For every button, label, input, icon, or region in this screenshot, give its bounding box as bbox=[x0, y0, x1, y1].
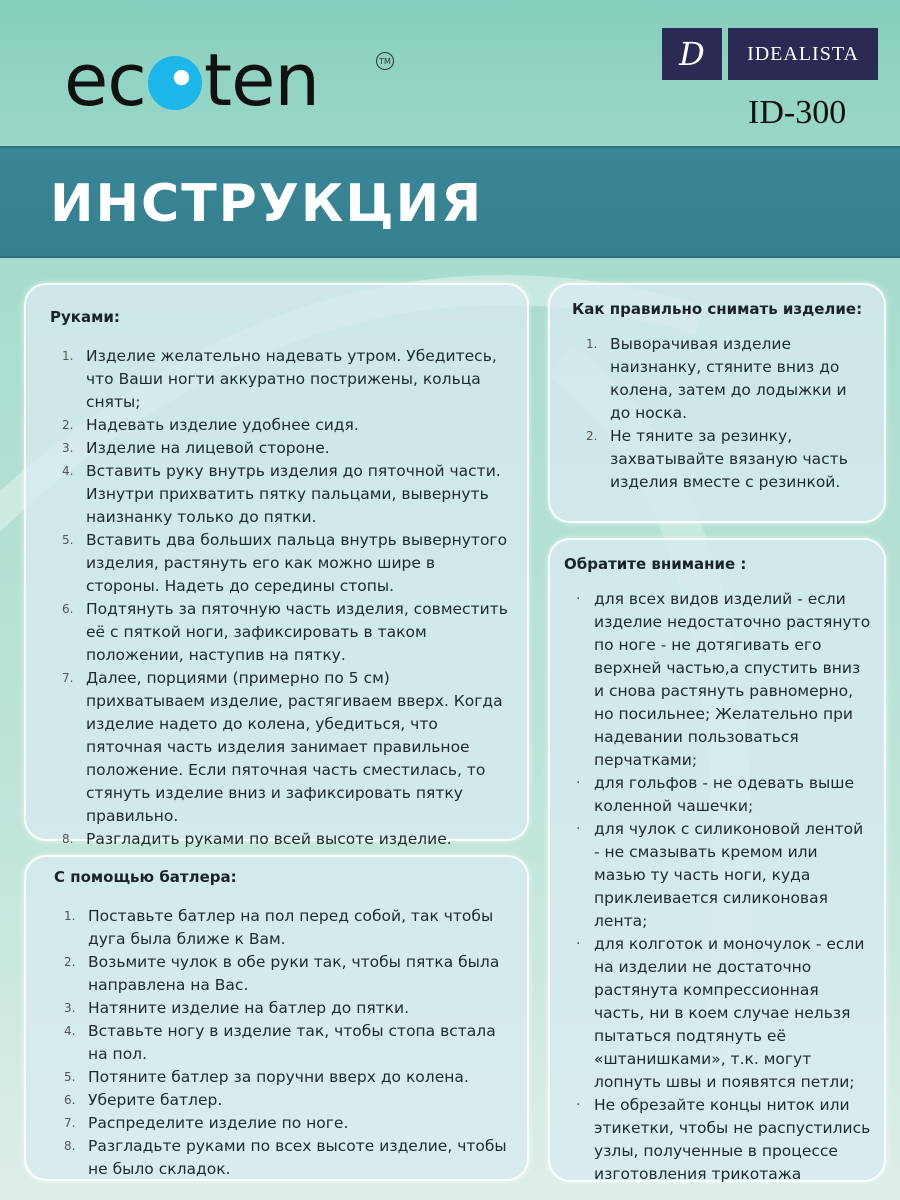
list-item: 1. Выворачивая изделие наизнанку, стяните вниз до колена, затем до лодыжки и до носка. bbox=[586, 335, 847, 422]
list-item: · для колготок и моночулок - если на изделии не достаточно растянута компрессионная часть, ни в коем случае нельзя пытаться подтянуть её «штанишками», т.к. могут лопнуть швы и появятся петли; bbox=[576, 935, 865, 1091]
list-item: · для гольфов - не одевать выше коленной чашечки; bbox=[576, 774, 855, 815]
list-item: 2. Возьмите чулок в обе руки так, чтобы пятка была направлена на Вас. bbox=[64, 953, 500, 994]
removal-instructions-card bbox=[548, 283, 886, 523]
list-item: 1. Поставьте батлер на пол перед собой, так чтобы дуга была ближе к Вам. bbox=[64, 907, 494, 948]
butler-instructions-card bbox=[24, 855, 529, 1181]
remove-list bbox=[572, 333, 870, 494]
list-item: 6. Подтянуть за пяточную часть изделия, совместить её с пяткой ноги, зафиксировать в таком положении, наступив на пятку. bbox=[62, 600, 508, 664]
attention-card bbox=[548, 538, 886, 1182]
ecoten-logo: ec ten bbox=[64, 38, 320, 122]
list-item: 4. Вставить руку внутрь изделия до пяточной части. Изнутри прихватить пятку пальцами, вывернуть наизнанку только до пятки. bbox=[62, 462, 501, 526]
hands-list bbox=[50, 345, 509, 851]
list-item: · Не обрезайте концы ниток или этикетки, чтобы не распустились узлы, полученные в процессе изготовления трикотажа bbox=[576, 1096, 871, 1183]
note-list bbox=[564, 588, 872, 1186]
note-heading: Обратите внимание : bbox=[564, 555, 747, 573]
idealista-logo bbox=[662, 28, 878, 80]
brand-name: IDEALISTA bbox=[728, 28, 878, 80]
list-item: 3. Изделие на лицевой стороне. bbox=[62, 439, 330, 457]
list-item: 7. Распределите изделие по ноге. bbox=[64, 1114, 349, 1132]
list-item: 6. Уберите батлер. bbox=[64, 1091, 223, 1109]
list-item: 1. Изделие желательно надевать утром. Убедитесь, что Ваши ногти аккуратно пострижены, кольца сняты; bbox=[62, 347, 497, 411]
trademark-badge: TM bbox=[376, 52, 394, 70]
brand-mark: D bbox=[662, 28, 722, 80]
list-item: 2. Не тяните за резинку, захватывайте вязаную часть изделия вместе с резинкой. bbox=[586, 427, 848, 491]
title-band bbox=[0, 146, 900, 258]
list-item: 5. Потяните батлер за поручни вверх до колена. bbox=[64, 1068, 469, 1086]
page-title: ИНСТРУКЦИЯ bbox=[50, 174, 484, 234]
hands-instructions-card bbox=[24, 283, 529, 848]
list-item: 8. Разгладьте руками по всех высоте изделие, чтобы не было складок. bbox=[64, 1137, 507, 1178]
header bbox=[0, 0, 900, 145]
butler-heading: С помощью батлера: bbox=[54, 868, 237, 886]
list-item: 7. Далее, порциями (примерно по 5 см) прихватываем изделие, растягиваем вверх. Когда изделие надето до колена, убедиться, что пяточная часть изделия занимает правильное положение. Если пяточная часть сместилась, то стянуть изделие вниз и зафиксировать пятку правильно. bbox=[62, 669, 503, 825]
list-item: · для чулок с силиконовой лентой - не смазывать кремом или мазью ту часть ноги, куда приклеивается силиконовая лента; bbox=[576, 820, 864, 930]
list-item: 8. Разгладить руками по всей высоте изделие. bbox=[62, 830, 452, 848]
list-item: 5. Вставить два больших пальца внутрь вывернутого изделия, растянуть его как можно шире в стороны. Надеть до середины стопы. bbox=[62, 531, 508, 595]
hands-heading: Руками: bbox=[50, 308, 120, 326]
list-item: 3. Натяните изделие на батлер до пятки. bbox=[64, 999, 410, 1017]
list-item: 2. Надевать изделие удобнее сидя. bbox=[62, 416, 359, 434]
list-item: 4. Вставьте ногу в изделие так, чтобы стопа встала на пол. bbox=[64, 1022, 496, 1063]
list-item: · для всех видов изделий - если изделие недостаточно растянуто по ноге - не дотягивать его верхней частью,а спустить вниз и снова растянуть равномерно, но посильнее; Желательно при надевании пользоваться перчатками; bbox=[576, 590, 871, 769]
butler-list bbox=[54, 905, 509, 1181]
model-number: ID-300 bbox=[748, 94, 847, 131]
remove-heading: Как правильно снимать изделие: bbox=[572, 300, 863, 318]
logo-o-mark bbox=[148, 56, 202, 110]
